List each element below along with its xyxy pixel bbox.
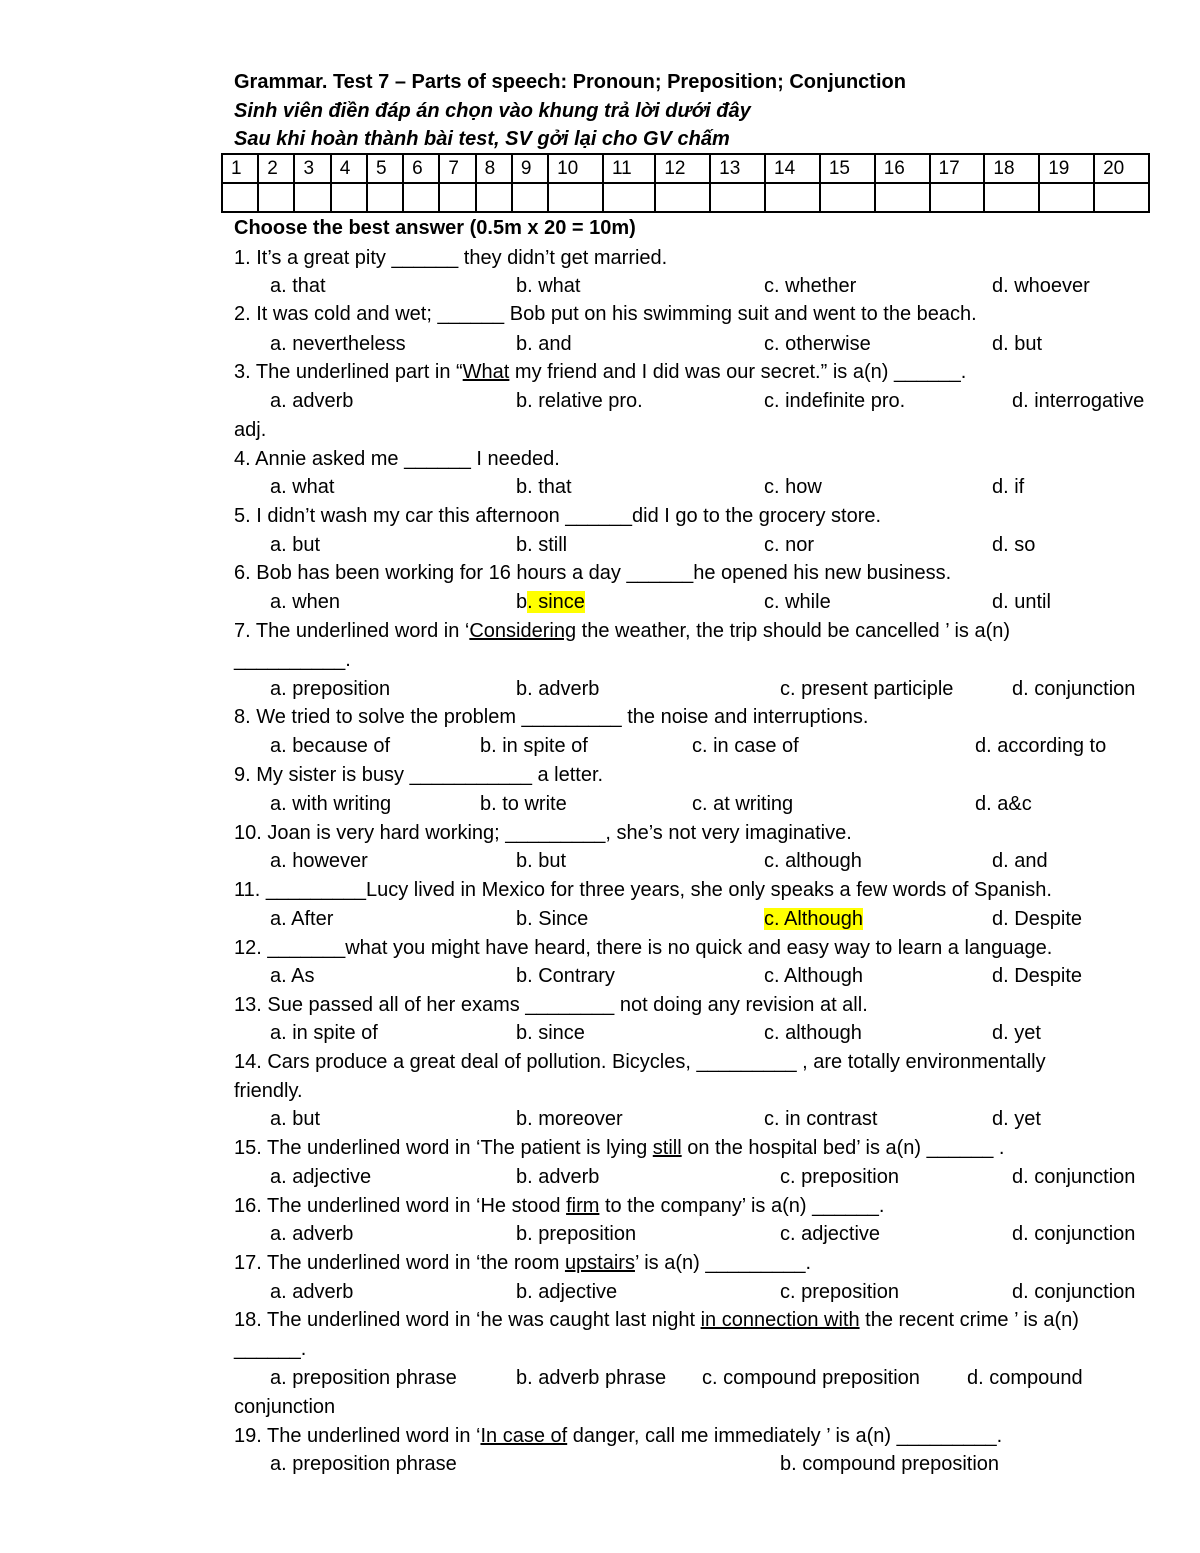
option-a: a. but	[270, 534, 321, 556]
option-d: d. so	[992, 534, 1036, 556]
option-a: a. when	[270, 591, 341, 613]
option-b: b. but	[516, 850, 567, 872]
answer-number: 7	[439, 154, 475, 183]
underlined-word: What	[462, 361, 510, 383]
option-c: c. although	[764, 850, 862, 872]
answer-cell[interactable]	[512, 183, 548, 212]
option-d: d. conjunction	[1012, 678, 1136, 700]
option-c: c. in case of	[692, 735, 799, 757]
question-3	[234, 360, 966, 384]
answer-cell[interactable]	[603, 183, 655, 212]
question-text: 17. The underlined word in ‘the room	[234, 1252, 565, 1274]
answer-number: 6	[403, 154, 439, 183]
question-text: 19. The underlined word in ‘	[234, 1425, 481, 1447]
answer-number: 13	[710, 154, 765, 183]
question-10: 10. Joan is very hard working; _________, she’s not very imaginative.	[234, 822, 852, 844]
option-d: d. but	[992, 333, 1043, 355]
answer-cell[interactable]	[222, 183, 258, 212]
instruction-line-1: Sinh viên điền đáp án chọn vào khung trả lời dưới đây	[234, 100, 751, 122]
answer-number: 17	[930, 154, 985, 183]
option-continuation: conjunction	[234, 1396, 336, 1418]
underlined-word: firm	[566, 1195, 600, 1217]
option-a: a. adverb	[270, 1223, 354, 1245]
option-c: c. how	[764, 476, 822, 498]
option-d: d. yet	[992, 1022, 1041, 1044]
option-d: d. if	[992, 476, 1025, 498]
underlined-word: In case of	[480, 1425, 568, 1447]
question-text: 15. The underlined word in ‘The patient is lying	[234, 1137, 653, 1159]
option-b: b. adverb	[516, 678, 600, 700]
question-text: my friend and I did was our secret.” is a(n) ______.	[509, 361, 967, 383]
option-b: b. preposition	[516, 1223, 637, 1245]
answer-cell[interactable]	[548, 183, 603, 212]
option-a: a. with writing	[270, 793, 392, 815]
option-c: c. indefinite pro.	[764, 390, 906, 412]
question-text: the weather, the trip should be cancelled ’ is a(n)	[576, 620, 1011, 642]
option-d: d. until	[992, 591, 1051, 613]
answer-number: 14	[765, 154, 820, 183]
answer-number: 19	[1039, 154, 1094, 183]
option-b: b. adverb	[516, 1166, 600, 1188]
option-a: a. adjective	[270, 1166, 372, 1188]
question-text: 3. The underlined part in “	[234, 361, 463, 383]
answer-number: 20	[1094, 154, 1149, 183]
underlined-word: still	[652, 1137, 682, 1159]
question-19	[234, 1424, 1002, 1448]
question-text: danger, call me immediately ’ is a(n) _________.	[567, 1425, 1003, 1447]
question-text: 7. The underlined word in ‘	[234, 620, 470, 642]
question-continuation: friendly.	[234, 1080, 303, 1102]
option-a: a. that	[270, 275, 326, 297]
option-b: b. and	[516, 333, 572, 355]
question-text: 18. The underlined word in ‘he was caught last night	[234, 1309, 701, 1331]
question-14: 14. Cars produce a great deal of pollution. Bicycles, _________ , are totally environmentally	[234, 1051, 1046, 1073]
option-b: b. compound preposition	[780, 1453, 1000, 1475]
option-d: d. conjunction	[1012, 1223, 1136, 1245]
answer-cell[interactable]	[930, 183, 985, 212]
option-b: b. Contrary	[516, 965, 615, 987]
option-c: c. otherwise	[764, 333, 871, 355]
option-b	[516, 590, 585, 614]
question-text: ’ is a(n) _________.	[634, 1252, 812, 1274]
option-b: b. relative pro.	[516, 390, 643, 412]
option-b: b. to write	[480, 793, 567, 815]
question-text: the recent crime ’ is a(n)	[859, 1309, 1079, 1331]
option-b: b. moreover	[516, 1108, 623, 1130]
option-a: a. adverb	[270, 390, 354, 412]
option-a: a. however	[270, 850, 368, 872]
option-d: d. conjunction	[1012, 1281, 1136, 1303]
option-c: c. present participle	[780, 678, 954, 700]
question-8: 8. We tried to solve the problem _________ the noise and interruptions.	[234, 706, 869, 728]
option-a: a. As	[270, 965, 315, 987]
option-d: d. Despite	[992, 965, 1083, 987]
option-b: b. adjective	[516, 1281, 618, 1303]
option-c: c. preposition	[780, 1166, 899, 1188]
instruction-line-2: Sau khi hoàn thành bài test, SV gởi lại cho GV chấm	[234, 128, 730, 150]
option-a: a. but	[270, 1108, 321, 1130]
option-d: d. Despite	[992, 908, 1083, 930]
option-a: a. preposition phrase	[270, 1367, 457, 1389]
answer-cell[interactable]	[1039, 183, 1094, 212]
option-c: c. whether	[764, 275, 857, 297]
answer-cell[interactable]	[331, 183, 367, 212]
option-c: c. adjective	[780, 1223, 881, 1245]
question-12: 12. _______what you might have heard, there is no quick and easy way to learn a language.	[234, 937, 1053, 959]
option-b: b. that	[516, 476, 572, 498]
option-a: a. because of	[270, 735, 391, 757]
answer-number: 11	[603, 154, 655, 183]
option-d: d. interrogative	[1012, 390, 1145, 412]
answer-cell[interactable]	[294, 183, 330, 212]
answer-cell[interactable]	[439, 183, 475, 212]
option-d: d. compound	[967, 1367, 1083, 1389]
question-text: to the company’ is a(n) ______.	[599, 1195, 885, 1217]
section-title: Choose the best answer (0.5m x 20 = 10m)	[234, 217, 636, 239]
option-a: a. preposition	[270, 678, 391, 700]
option-c: c. in contrast	[764, 1108, 878, 1130]
option-c	[764, 907, 863, 931]
option-c: c. while	[764, 591, 831, 613]
answer-cell[interactable]	[765, 183, 820, 212]
answer-number: 15	[820, 154, 875, 183]
underlined-word: upstairs	[564, 1252, 635, 1274]
question-17	[234, 1251, 811, 1275]
option-c: c. at writing	[692, 793, 794, 815]
highlighted-answer: c. Although	[764, 908, 863, 930]
option-c: c. although	[764, 1022, 862, 1044]
answer-number: 10	[548, 154, 603, 183]
answer-table	[221, 153, 1150, 213]
test-title: Grammar. Test 7 – Parts of speech: Pronoun; Preposition; Conjunction	[234, 71, 906, 93]
option-d: d. conjunction	[1012, 1166, 1136, 1188]
question-16	[234, 1194, 884, 1218]
underlined-word: Considering	[469, 620, 577, 642]
option-a: a. in spite of	[270, 1022, 378, 1044]
option-c: c. Although	[764, 965, 863, 987]
question-text: 16. The underlined word in ‘He stood	[234, 1195, 567, 1217]
answer-number: 5	[367, 154, 403, 183]
option-c: c. preposition	[780, 1281, 899, 1303]
question-11: 11. _________Lucy lived in Mexico for three years, she only speaks a few words of Spanish.	[234, 879, 1052, 901]
question-7	[234, 619, 1010, 643]
option-letter: b	[516, 591, 528, 613]
option-d: d. according to	[975, 735, 1107, 757]
question-13: 13. Sue passed all of her exams ________ not doing any revision at all.	[234, 994, 868, 1016]
answer-number: 18	[984, 154, 1039, 183]
option-b: b. adverb phrase	[516, 1367, 667, 1389]
answer-cell[interactable]	[367, 183, 403, 212]
answer-cell[interactable]	[820, 183, 875, 212]
option-d: d. and	[992, 850, 1048, 872]
answer-cell[interactable]	[258, 183, 294, 212]
answer-number: 4	[331, 154, 367, 183]
question-4: 4. Annie asked me ______ I needed.	[234, 448, 560, 470]
question-text: on the hospital bed’ is a(n) ______ .	[681, 1137, 1005, 1159]
question-5: 5. I didn’t wash my car this afternoon ______did I go to the grocery store.	[234, 505, 882, 527]
answer-number: 8	[476, 154, 512, 183]
answer-cell[interactable]	[403, 183, 439, 212]
option-d: d. yet	[992, 1108, 1041, 1130]
answer-table-number-row	[222, 154, 1149, 183]
question-15	[234, 1136, 1004, 1160]
answer-number: 12	[655, 154, 710, 183]
option-a: a. nevertheless	[270, 333, 406, 355]
answer-cell[interactable]	[1094, 183, 1149, 212]
question-9: 9. My sister is busy ___________ a letter.	[234, 764, 604, 786]
option-d: d. a&c	[975, 793, 1032, 815]
answer-number: 2	[258, 154, 294, 183]
answer-number: 1	[222, 154, 258, 183]
answer-cell[interactable]	[875, 183, 930, 212]
option-d: d. whoever	[992, 275, 1090, 297]
option-b: b. in spite of	[480, 735, 588, 757]
answer-number: 9	[512, 154, 548, 183]
option-b: b. since	[516, 1022, 585, 1044]
option-a: a. what	[270, 476, 335, 498]
answer-cell[interactable]	[984, 183, 1039, 212]
highlighted-answer: . since	[527, 591, 585, 613]
question-18	[234, 1308, 1079, 1332]
option-continuation: adj.	[234, 419, 267, 441]
answer-cell[interactable]	[476, 183, 512, 212]
answer-cell[interactable]	[655, 183, 710, 212]
question-continuation: __________.	[234, 649, 351, 671]
option-b: b. what	[516, 275, 581, 297]
option-b: b. Since	[516, 908, 589, 930]
answer-number: 16	[875, 154, 930, 183]
answer-table-input-row	[222, 183, 1149, 212]
underlined-word: in connection with	[700, 1309, 860, 1331]
option-b: b. still	[516, 534, 568, 556]
option-a: a. adverb	[270, 1281, 354, 1303]
option-c: c. nor	[764, 534, 815, 556]
question-continuation: ______.	[234, 1338, 307, 1360]
answer-number: 3	[294, 154, 330, 183]
question-2: 2. It was cold and wet; ______ Bob put on his swimming suit and went to the beach.	[234, 303, 977, 325]
question-6: 6. Bob has been working for 16 hours a day ______he opened his new business.	[234, 562, 952, 584]
answer-cell[interactable]	[710, 183, 765, 212]
option-c: c. compound preposition	[702, 1367, 920, 1389]
question-1: 1. It’s a great pity ______ they didn’t get married.	[234, 247, 668, 269]
option-a: a. preposition phrase	[270, 1453, 457, 1475]
option-a: a. After	[270, 908, 334, 930]
